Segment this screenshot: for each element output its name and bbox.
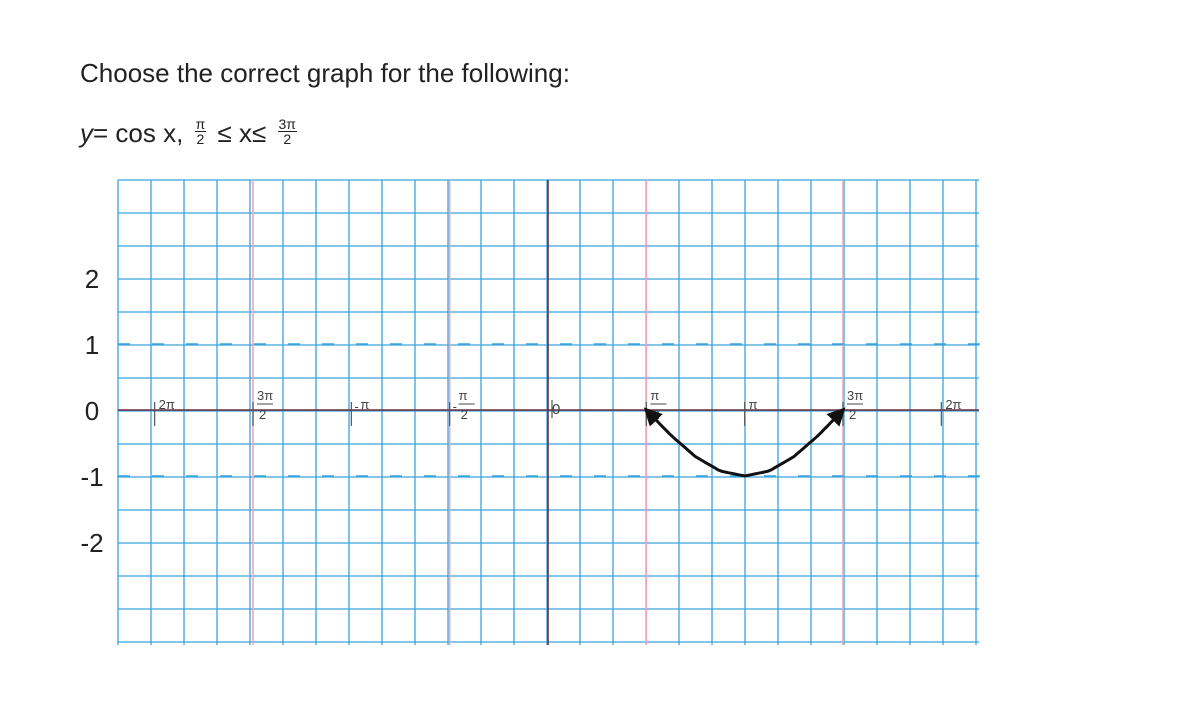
lower-bound-numerator: π [195, 117, 207, 132]
equation-variable: x [239, 118, 252, 148]
equation-function: = cos x, [93, 118, 183, 148]
x-tick-sign: - [354, 399, 358, 414]
upper-bound-numerator: 3π [278, 117, 297, 132]
less-equal-symbol: ≤ [217, 118, 231, 148]
x-tick-label-denominator: 2 [461, 407, 468, 422]
x-tick-label-denominator: 2 [259, 407, 266, 422]
x-tick-label: 2π [945, 397, 961, 412]
less-equal-symbol-2: ≤ [252, 118, 266, 148]
y-tick-label: 2 [85, 264, 99, 294]
y-tick-label: -2 [80, 528, 103, 558]
lower-bound-denominator: 2 [195, 132, 207, 146]
x-tick-label: π [749, 397, 758, 412]
x-tick-label: π [459, 388, 468, 403]
x-tick-label: 0 [552, 401, 560, 418]
y-tick-label: 0 [85, 396, 99, 426]
x-tick-label: 3π [257, 388, 273, 403]
y-tick-label: -1 [80, 462, 103, 492]
x-tick-label: 3π [847, 388, 863, 403]
x-tick-sign: - [453, 399, 457, 414]
upper-bound-denominator: 2 [278, 132, 297, 146]
x-tick-label: 2π [159, 397, 175, 412]
question-text: Choose the correct graph for the following: [80, 58, 570, 89]
equation-lhs: y [80, 118, 93, 148]
y-tick-label: 1 [85, 330, 99, 360]
x-tick-label: π [360, 397, 369, 412]
x-tick-label-denominator: 2 [849, 407, 856, 422]
x-tick-label-denominator: 2 [652, 407, 659, 422]
x-tick-label: π [650, 388, 659, 403]
